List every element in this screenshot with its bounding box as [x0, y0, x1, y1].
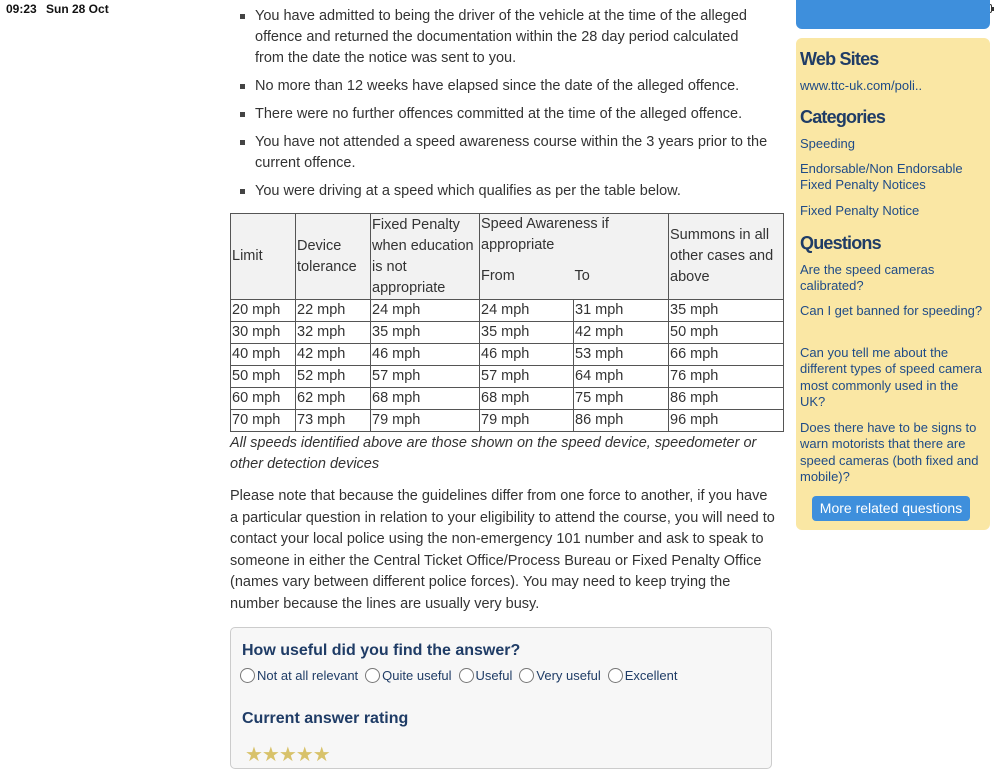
cell-fixed: 68 mph — [371, 388, 480, 410]
cell-tolerance: 52 mph — [296, 366, 371, 388]
cell-limit: 60 mph — [231, 388, 296, 410]
cell-tolerance: 73 mph — [296, 410, 371, 432]
bullet-icon — [240, 140, 245, 145]
rating-option-label: Quite useful — [382, 668, 452, 683]
radio-icon[interactable] — [459, 668, 474, 683]
cell-tolerance: 32 mph — [296, 322, 371, 344]
cell-limit: 30 mph — [231, 322, 296, 344]
cell-fixed: 35 mph — [371, 322, 480, 344]
cell-limit: 70 mph — [231, 410, 296, 432]
cell-to: 64 mph — [574, 366, 669, 388]
rating-panel — [230, 627, 772, 769]
rating-question: How useful did you find the answer? — [242, 642, 521, 659]
cell-to: 31 mph — [574, 300, 669, 322]
list-item-text: There were no further offences committed at the time of the alleged offence. — [255, 106, 743, 122]
header-summons: Summons in all other cases and above — [669, 214, 784, 300]
cell-fixed: 79 mph — [371, 410, 480, 432]
question-link[interactable]: Are the speed cameras calibrated? — [800, 262, 935, 294]
cell-summons: 35 mph — [669, 300, 784, 322]
criteria-list — [238, 6, 768, 209]
rating-option-label: Useful — [475, 668, 513, 683]
bullet-icon — [240, 112, 245, 117]
rating-option-label: Excellent — [624, 668, 678, 683]
category-link-fixed-penalty[interactable]: Fixed Penalty Notice — [800, 203, 920, 218]
list-item — [238, 76, 768, 97]
cell-tolerance: 62 mph — [296, 388, 371, 410]
cell-summons: 50 mph — [669, 322, 784, 344]
current-rating-heading: Current answer rating — [242, 710, 409, 727]
rating-option-useful[interactable] — [459, 668, 513, 683]
status-time: 09:23 — [6, 2, 37, 16]
list-item — [238, 6, 768, 69]
cell-tolerance: 42 mph — [296, 344, 371, 366]
rating-option-excellent[interactable] — [608, 668, 678, 683]
list-item-text: You have not attended a speed awareness course within the 3 years prior to the current offence. — [255, 134, 768, 171]
list-item-text: You have admitted to being the driver of the vehicle at the time of the alleged offence and returned the documentation within the 28 day period calculated from the date the notice was sent to you. — [255, 8, 747, 66]
cell-limit: 40 mph — [231, 344, 296, 366]
cell-fixed: 24 mph — [371, 300, 480, 322]
categories-heading: Categories — [800, 107, 886, 127]
guidance-note: Please note that because the guidelines differ from one force to another, if you have a particular question in relation to your eligibility to attend the course, you will need to contact your local police using the non-emergency 101 number and ask to speak to someone in either the Central Ticket Office/Process Bureau or Fixed Penalty Office (names vary between different police forces). You may need to keep trying the number because the lines are usually very busy. — [230, 488, 775, 612]
category-link-endorsable[interactable]: Endorsable/Non Endorsable Fixed Penalty Notices — [800, 161, 963, 193]
sidebar-top-button[interactable] — [796, 0, 990, 29]
rating-option-label: Very useful — [536, 668, 601, 683]
header-fixed-penalty: Fixed Penalty when education is not appropriate — [371, 214, 480, 300]
bullet-icon — [240, 84, 245, 89]
list-item — [238, 104, 768, 125]
rating-option-quite-useful[interactable] — [365, 668, 451, 683]
radio-icon[interactable] — [365, 668, 380, 683]
header-speed-awareness: Speed Awareness if appropriate — [480, 214, 669, 267]
web-sites-heading: Web Sites — [800, 49, 879, 69]
table-row — [231, 388, 784, 410]
table-row — [231, 322, 784, 344]
rating-options — [240, 668, 677, 683]
category-link-speeding[interactable]: Speeding — [800, 136, 855, 151]
rating-option-label: Not at all relevant — [257, 668, 359, 683]
cell-from: 35 mph — [480, 322, 574, 344]
cell-fixed: 46 mph — [371, 344, 480, 366]
table-row — [231, 300, 784, 322]
header-from: From — [480, 266, 574, 300]
cell-from: 57 mph — [480, 366, 574, 388]
header-limit: Limit — [231, 214, 296, 300]
list-item-text: No more than 12 weeks have elapsed since the date of the alleged offence. — [255, 78, 740, 94]
sidebar — [796, 38, 990, 530]
bullet-icon — [240, 14, 245, 19]
header-to: To — [574, 266, 669, 300]
more-related-questions-button[interactable]: More related questions — [812, 496, 970, 521]
radio-icon[interactable] — [519, 668, 534, 683]
list-item-text: You were driving at a speed which qualifies as per the table below. — [255, 183, 681, 199]
bullet-icon — [240, 189, 245, 194]
table-row — [231, 410, 784, 432]
cell-from: 24 mph — [480, 300, 574, 322]
list-item — [238, 132, 768, 174]
cell-to: 42 mph — [574, 322, 669, 344]
rating-option-not-relevant[interactable] — [240, 668, 358, 683]
question-link[interactable]: Can I get banned for speeding? — [800, 303, 983, 318]
radio-icon[interactable] — [240, 668, 255, 683]
cell-summons: 66 mph — [669, 344, 784, 366]
questions-heading: Questions — [800, 233, 881, 253]
speed-table — [230, 213, 784, 432]
web-site-link[interactable]: www.ttc-uk.com/poli.. — [800, 78, 923, 93]
cell-summons: 86 mph — [669, 388, 784, 410]
cell-from: 79 mph — [480, 410, 574, 432]
cell-fixed: 57 mph — [371, 366, 480, 388]
cell-tolerance: 22 mph — [296, 300, 371, 322]
status-date: Sun 28 Oct — [46, 2, 109, 16]
list-item — [238, 181, 768, 202]
cell-from: 68 mph — [480, 388, 574, 410]
cell-summons: 96 mph — [669, 410, 784, 432]
rating-option-very-useful[interactable] — [519, 668, 600, 683]
cell-to: 86 mph — [574, 410, 669, 432]
table-row — [231, 344, 784, 366]
cell-from: 46 mph — [480, 344, 574, 366]
cell-limit: 20 mph — [231, 300, 296, 322]
question-link[interactable]: Does there have to be signs to warn motorists that there are speed cameras (both fixed and mobile)? — [800, 420, 979, 484]
cell-summons: 76 mph — [669, 366, 784, 388]
table-caption: All speeds identified above are those shown on the speed device, speedometer or other detection devices — [230, 435, 757, 472]
cell-limit: 50 mph — [231, 366, 296, 388]
table-row — [231, 366, 784, 388]
question-link[interactable]: Can you tell me about the different types of speed camera most commonly used in the UK? — [800, 345, 982, 409]
cell-to: 75 mph — [574, 388, 669, 410]
header-tolerance: Device tolerance — [296, 214, 371, 300]
radio-icon[interactable] — [608, 668, 623, 683]
cell-to: 53 mph — [574, 344, 669, 366]
star-rating-icon: ★★★★★ — [245, 744, 330, 766]
